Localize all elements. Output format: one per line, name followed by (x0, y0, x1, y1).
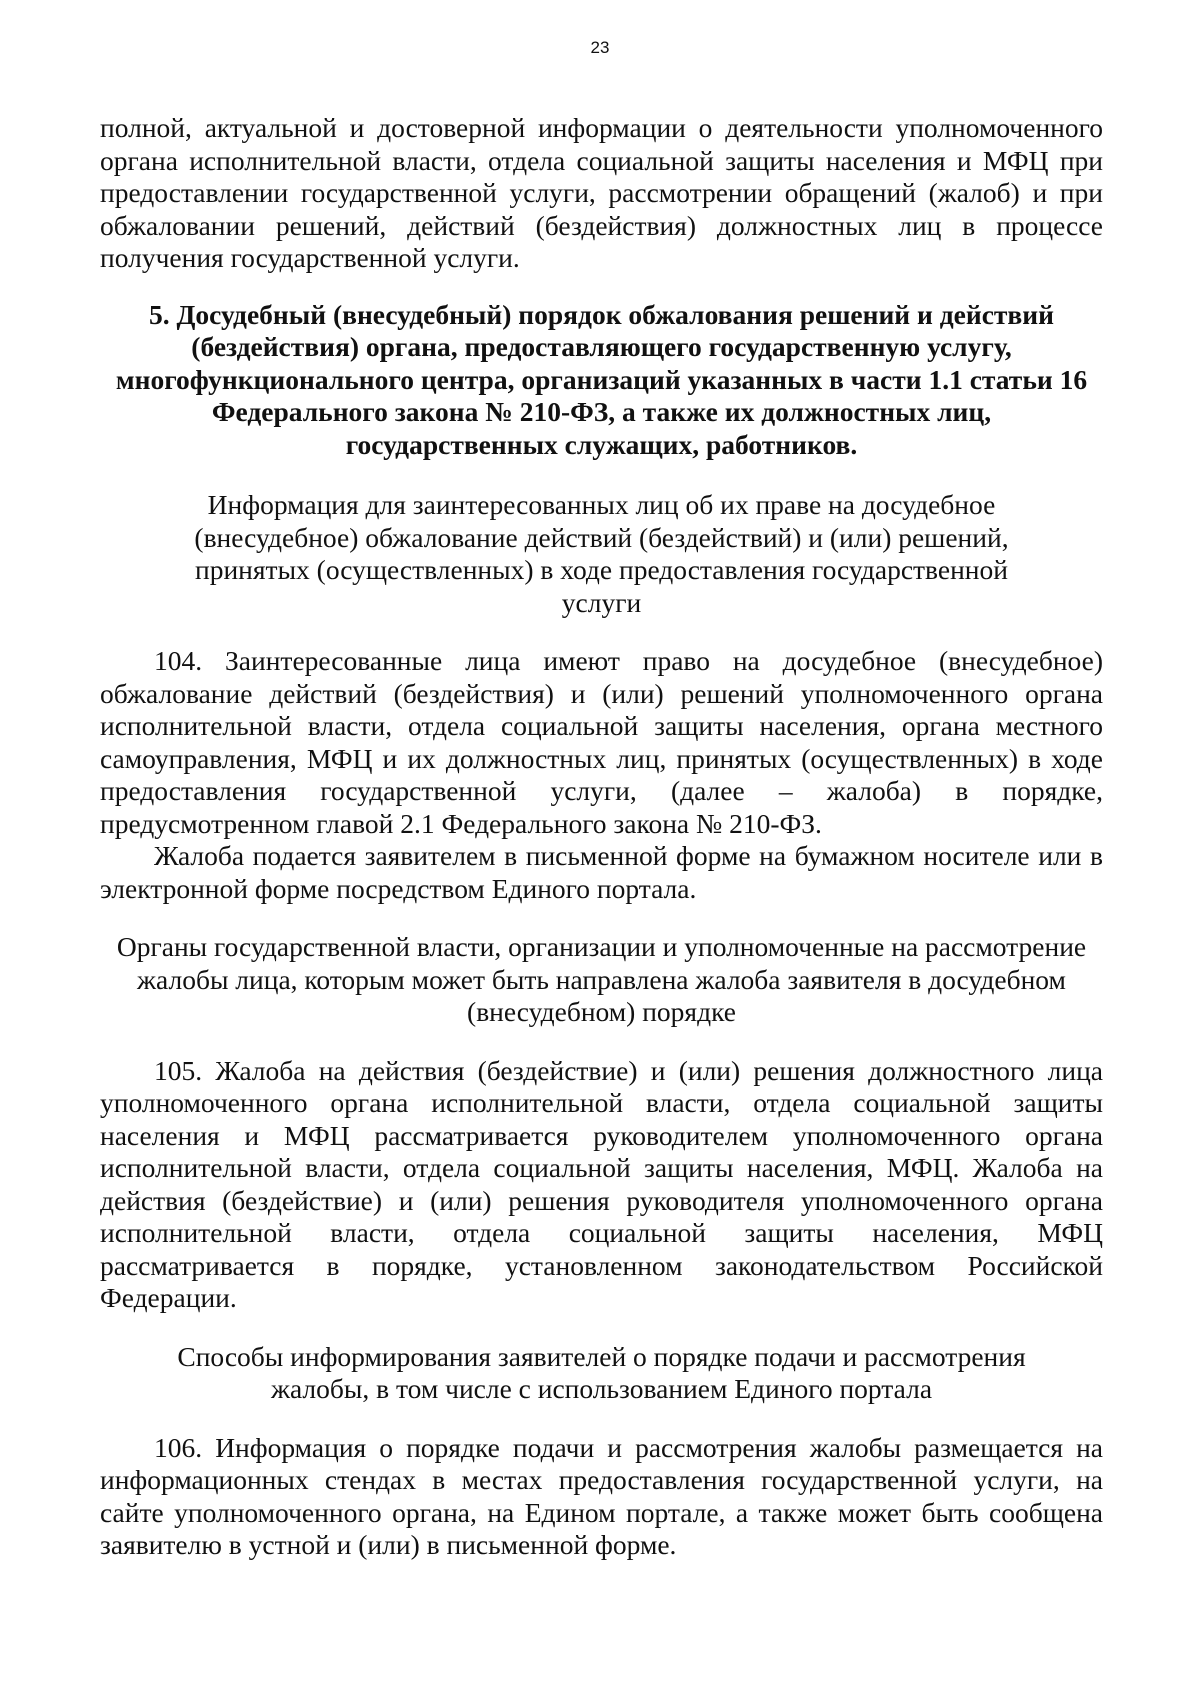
intro-paragraph: полной, актуальной и достоверной информации о деятельности уполномоченного органа исполнительной власти, отдела социальной защиты населения и МФЦ при предоставлении государственной услуги, рассмотрении обращений (жалоб) и при обжаловании решений, действий (бездействия) должностных лиц в процессе получения государственной услуги. (100, 112, 1103, 273)
paragraph-104-continued: Жалоба подается заявителем в письменной форме на бумажном носителе или в электронной форме посредством Единого портала. (100, 840, 1103, 904)
section-heading: 5. Досудебный (внесудебный) порядок обжалования решений и действий (бездействия) органа, предоставляющего государственную услугу, многофункционального центра, организаций указанных в части 1.1 статьи 16 Федерального закона № 210-ФЗ, а также их должностных лиц, государственных служащих, работников. (115, 298, 1088, 460)
subheading-information-methods: Способы информирования заявителей о порядке подачи и рассмотрения жалобы, в том числе с использованием Единого портала (177, 1340, 1026, 1404)
paragraph-104: 104. Заинтересованные лица имеют право на досудебное (внесудебное) обжалование действий (бездействия) и (или) решений уполномоченного органа исполнительной власти, отдела социальной защиты населения, органа местного самоуправления, МФЦ и их должностных лиц, принятых (осуществленных) в ходе предоставления государственной услуги, (далее – жалоба) в порядке, предусмотренном главой 2.1 Федерального закона № 210-ФЗ. (100, 645, 1103, 839)
subheading-complaint-rights: Информация для заинтересованных лиц об их праве на досудебное (внесудебное) обжалование действий (бездействий) и (или) решений, принятых (осуществленных) в ходе предоставления государственной услуги (194, 489, 1009, 618)
paragraph-105: 105. Жалоба на действия (бездействие) и (или) решения должностного лица уполномоченного органа исполнительной власти, отдела социальной защиты населения и МФЦ рассматривается руководителем уполномоченного органа исполнительной власти, отдела социальной защиты населения, МФЦ. Жалоба на действия (бездействие) и (или) решения руководителя уполномоченного органа исполнительной власти, отдела социальной защиты населения, МФЦ рассматривается в порядке, установленном законодательством Российской Федерации. (100, 1054, 1103, 1313)
subheading-complaint-bodies: Органы государственной власти, организации и уполномоченные на рассмотрение жалобы лица, которым может быть направлена жалоба заявителя в досудебном (внесудебном) порядке (116, 931, 1087, 1027)
paragraph-106: 106. Информация о порядке подачи и рассмотрения жалобы размещается на информационных стендах в местах предоставления государственной услуги, на сайте уполномоченного органа, на Едином портале, а также может быть сообщена заявителю в устной и (или) в письменной форме. (100, 1431, 1103, 1560)
page-number: 23 (590, 38, 610, 57)
document-body (100, 112, 1103, 1562)
